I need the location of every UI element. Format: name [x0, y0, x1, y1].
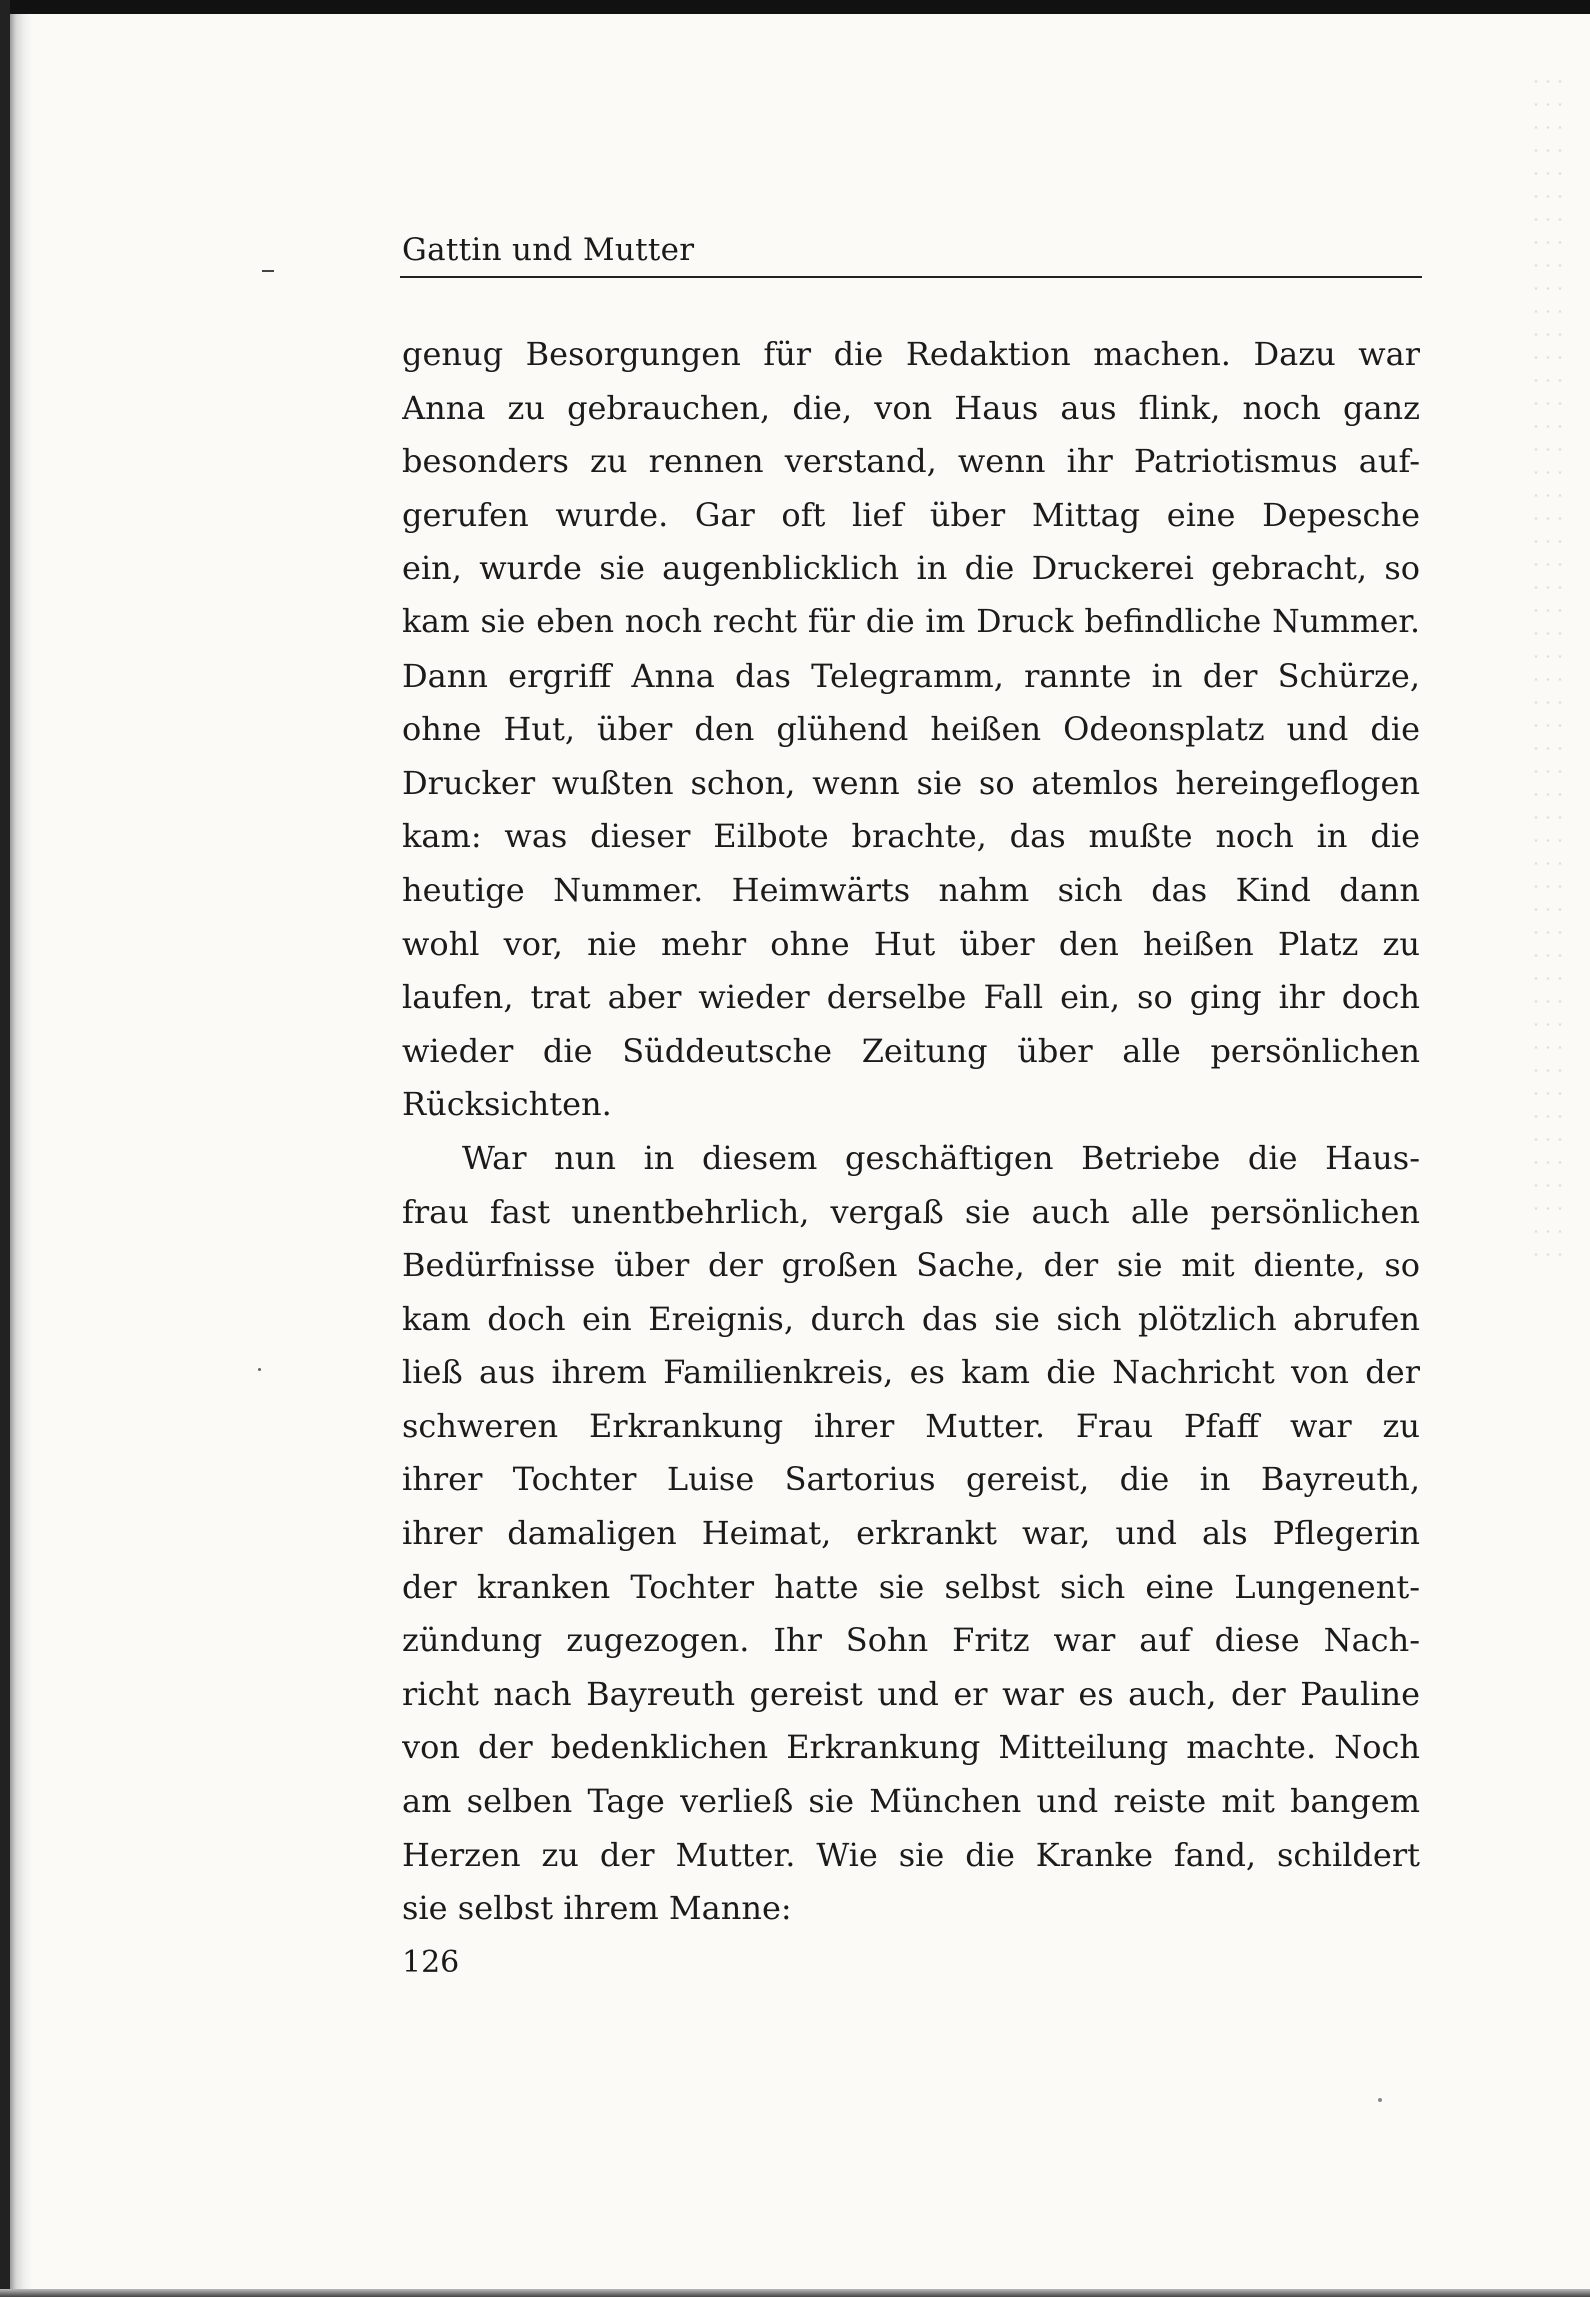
- running-head: Gattin und Mutter: [402, 232, 695, 268]
- text-line: frau fast unentbehrlich, vergaß sie auch alle persönlichen: [402, 1192, 1420, 1231]
- scan-border-top: [0, 0, 1590, 14]
- text-line: ein, wurde sie augenblicklich in die Druckerei gebracht, so: [402, 549, 1420, 588]
- text-line: der kranken Tochter hatte sie selbst sich eine Lungenent-: [402, 1567, 1420, 1606]
- text-line: am selben Tage verließ sie München und reiste mit bangem: [402, 1782, 1420, 1821]
- text-line: zündung zugezogen. Ihr Sohn Fritz war auf diese Nach-: [402, 1621, 1420, 1660]
- text-line: wohl vor, nie mehr ohne Hut über den heißen Platz zu: [402, 924, 1420, 963]
- text-line: gerufen wurde. Gar oft lief über Mittag eine Depesche: [402, 495, 1420, 534]
- text-line: sie selbst ihrem Manne:: [402, 1889, 792, 1928]
- text-line: wieder die Süddeutsche Zeitung über alle persönlichen: [402, 1031, 1420, 1070]
- text-line: heutige Nummer. Heimwärts nahm sich das Kind dann: [402, 870, 1420, 909]
- text-line: ihrer Tochter Luise Sartorius gereist, die in Bayreuth,: [402, 1460, 1420, 1499]
- text-line: kam sie eben noch recht für die im Druck befindliche Nummer.: [402, 603, 1420, 640]
- text-line: ohne Hut, über den glühend heißen Odeonsplatz und die: [402, 710, 1420, 749]
- scan-speck: [258, 1368, 261, 1371]
- text-line: laufen, trat aber wieder derselbe Fall ein, so ging ihr doch: [402, 978, 1420, 1017]
- scan-border-bottom: [0, 2289, 1590, 2297]
- text-line: Dann ergriff Anna das Telegramm, rannte in der Schürze,: [402, 656, 1420, 695]
- text-line: richt nach Bayreuth gereist und er war es auch, der Pauline: [402, 1674, 1420, 1713]
- text-line: schweren Erkrankung ihrer Mutter. Frau Pfaff war zu: [402, 1406, 1420, 1445]
- text-line: Anna zu gebrauchen, die, von Haus aus flink, noch ganz: [402, 388, 1420, 427]
- text-line: Rücksichten.: [402, 1085, 612, 1124]
- page-number: 126: [402, 1945, 460, 1980]
- header-rule: [400, 276, 1422, 278]
- text-line: kam: was dieser Eilbote brachte, das mußte noch in die: [402, 817, 1420, 856]
- text-line: Bedürfnisse über der großen Sache, der sie mit diente, so: [402, 1246, 1420, 1285]
- scan-border-left: [0, 0, 10, 2297]
- body-text: [402, 328, 1420, 1936]
- text-line: War nun in diesem geschäftigen Betriebe die Haus-: [462, 1138, 1420, 1177]
- text-line: genug Besorgungen für die Redaktion machen. Dazu war: [402, 335, 1420, 373]
- text-line: von der bedenklichen Erkrankung Mitteilung machte. Noch: [402, 1728, 1420, 1767]
- text-line: Drucker wußten schon, wenn sie so atemlos hereingeflogen: [402, 763, 1420, 802]
- text-line: kam doch ein Ereignis, durch das sie sich plötzlich abrufen: [402, 1299, 1420, 1338]
- text-line: ließ aus ihrem Familienkreis, es kam die Nachricht von der: [402, 1353, 1420, 1392]
- margin-mark: [262, 270, 274, 272]
- page-gutter-shadow: [10, 14, 32, 2297]
- scan-noise: [1530, 70, 1570, 1270]
- text-line: ihrer damaligen Heimat, erkrankt war, und als Pflegerin: [402, 1514, 1420, 1553]
- text-line: besonders zu rennen verstand, wenn ihr Patriotismus auf-: [402, 442, 1420, 481]
- text-line: Herzen zu der Mutter. Wie sie die Kranke fand, schildert: [402, 1835, 1420, 1874]
- scan-speck: [1378, 2098, 1382, 2102]
